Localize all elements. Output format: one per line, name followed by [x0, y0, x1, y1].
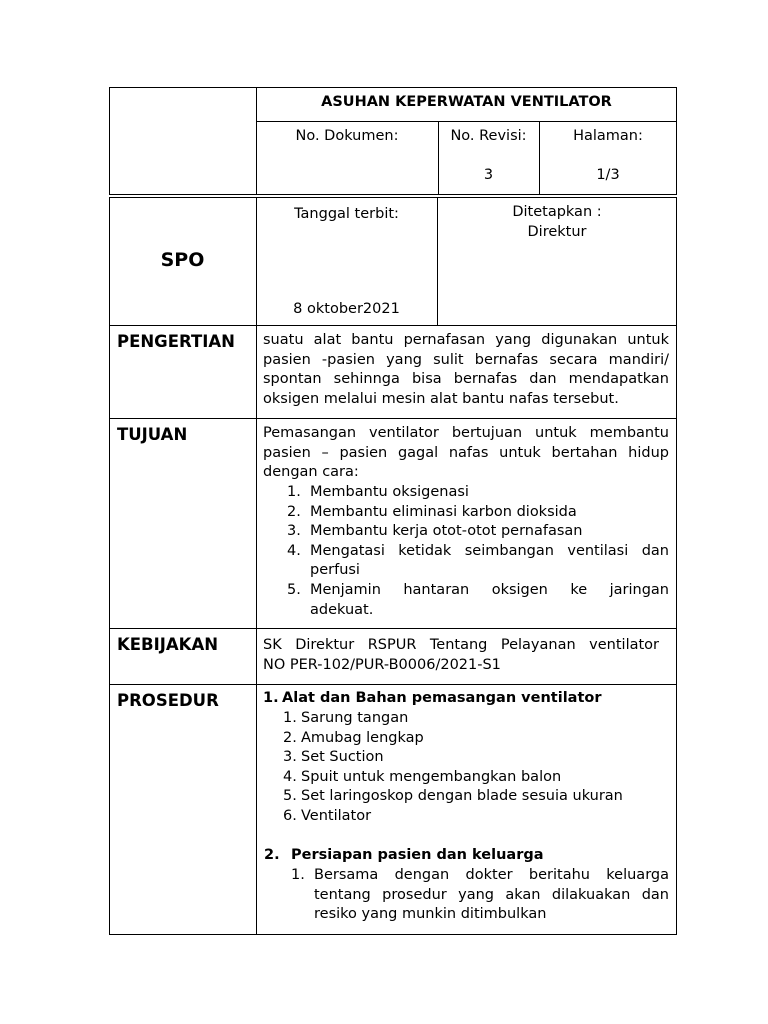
list-item-number: 3. — [283, 749, 297, 766]
document-title: ASUHAN KEPERWATAN VENTILATOR — [321, 94, 612, 110]
doc-number-label: No. Dokumen: — [295, 128, 399, 144]
row-divider-spo — [109, 325, 677, 326]
list-item-text: Bersama dengan dokter beritahu keluarga — [314, 867, 669, 883]
list-item-number: 2. — [287, 503, 301, 520]
list-item — [283, 768, 669, 788]
list-item — [283, 709, 669, 729]
list-item — [287, 542, 669, 581]
list-item — [287, 483, 669, 503]
list-item-text: Ventilator — [301, 807, 372, 824]
prosedur-section-2-title: Persiapan pasien dan keluarga — [291, 847, 544, 863]
tujuan-label: TUJUAN — [117, 425, 188, 444]
list-item-text: Sarung tangan — [301, 710, 409, 726]
list-item-number: 4. — [283, 768, 297, 785]
list-item-number: 1. — [287, 484, 301, 500]
page-value: 1/3 — [596, 167, 620, 183]
prosedur-section-1-number: 1. — [263, 690, 279, 706]
kebijakan-label: KEBIJAKAN — [117, 635, 219, 654]
kebijakan-line: NO PER-102/PUR-B0006/2021-S1 — [263, 656, 501, 673]
approved-label: Ditetapkan : — [512, 204, 602, 220]
tujuan-intro-line: dengan cara: — [263, 464, 359, 481]
pengertian-label: PENGERTIAN — [117, 332, 235, 351]
revision-value: 3 — [483, 167, 494, 183]
page-label: Halaman: — [573, 128, 643, 144]
list-item — [283, 748, 669, 768]
row-divider-tujuan — [109, 628, 677, 629]
tujuan-intro — [263, 424, 669, 483]
issue-date-value: 8 oktober2021 — [293, 301, 400, 317]
pengertian-line: pasien -pasien yang sulit bernafas secara mandiri/ — [263, 351, 669, 368]
approved-by: Direktur — [527, 224, 587, 240]
kebijakan-text — [263, 636, 659, 675]
pengertian-text — [263, 331, 669, 409]
header-title-divider — [256, 121, 677, 122]
spo-label: SPO — [160, 249, 205, 271]
list-item-text: Membantu oksigenasi — [310, 484, 469, 500]
list-item-text: perfusi — [310, 562, 360, 579]
issue-date-label: Tanggal terbit: — [294, 206, 399, 222]
list-item — [287, 503, 669, 523]
list-item-number: 1. — [291, 867, 305, 883]
list-item-text: resiko yang munkin ditimbulkan — [314, 906, 547, 923]
pengertian-line: oksigen melalui mesin alat bantu nafas tersebut. — [263, 390, 619, 407]
prosedur-section-1-list — [283, 709, 669, 827]
list-item — [283, 787, 669, 807]
list-item-number: 4. — [287, 542, 301, 559]
list-item-text: Mengatasi ketidak seimbangan ventilasi dan — [310, 542, 669, 559]
tujuan-intro-line: pasien – pasien gagal nafas untuk bertahan hidup — [263, 444, 669, 461]
list-item-text: Spuit untuk mengembangkan balon — [301, 768, 562, 785]
list-item-number: 6. — [283, 807, 297, 824]
revision-label: No. Revisi: — [450, 128, 527, 144]
pengertian-line: suatu alat bantu pernafasan yang digunakan untuk — [263, 332, 669, 348]
list-item — [291, 866, 669, 925]
list-item-text: tentang prosedur yang akan dilakuakan dan — [314, 886, 669, 903]
prosedur-section-2-list — [291, 866, 669, 925]
row-divider-pengertian — [109, 418, 677, 419]
prosedur-label: PROSEDUR — [117, 691, 219, 710]
list-item-number: 5. — [283, 788, 297, 805]
list-item-text: Set laringoskop dengan blade sesuia ukuran — [301, 788, 623, 805]
list-item-text: adekuat. — [310, 601, 374, 618]
list-item — [287, 522, 669, 542]
list-item-text: Menjamin hantaran oksigen ke jaringan — [310, 581, 669, 598]
list-item — [283, 807, 669, 827]
list-item-text: Amubag lengkap — [301, 729, 424, 746]
list-item-number: 2. — [283, 729, 297, 746]
prosedur-section-2-number: 2. — [264, 847, 280, 863]
list-item — [283, 729, 669, 749]
list-item-number: 3. — [287, 523, 301, 540]
list-item-text: Set Suction — [301, 749, 384, 766]
row-divider-kebijakan — [109, 684, 677, 685]
list-item-text: Membantu kerja otot-otot pernafasan — [310, 523, 583, 540]
list-item-number: 5. — [287, 581, 301, 598]
pengertian-line: spontan sehinnga bisa bernafas dan mendapatkan — [263, 371, 669, 388]
tujuan-intro-line: Pemasangan ventilator bertujuan untuk membantu — [263, 425, 669, 441]
list-item-text: Membantu eliminasi karbon dioksida — [310, 503, 577, 520]
kebijakan-line: SK Direktur RSPUR Tentang Pelayanan ventilator — [263, 637, 659, 653]
tujuan-list — [287, 483, 669, 620]
list-item — [287, 581, 669, 620]
list-item-number: 1. — [283, 710, 297, 726]
prosedur-section-1-title: Alat dan Bahan pemasangan ventilator — [282, 690, 602, 706]
